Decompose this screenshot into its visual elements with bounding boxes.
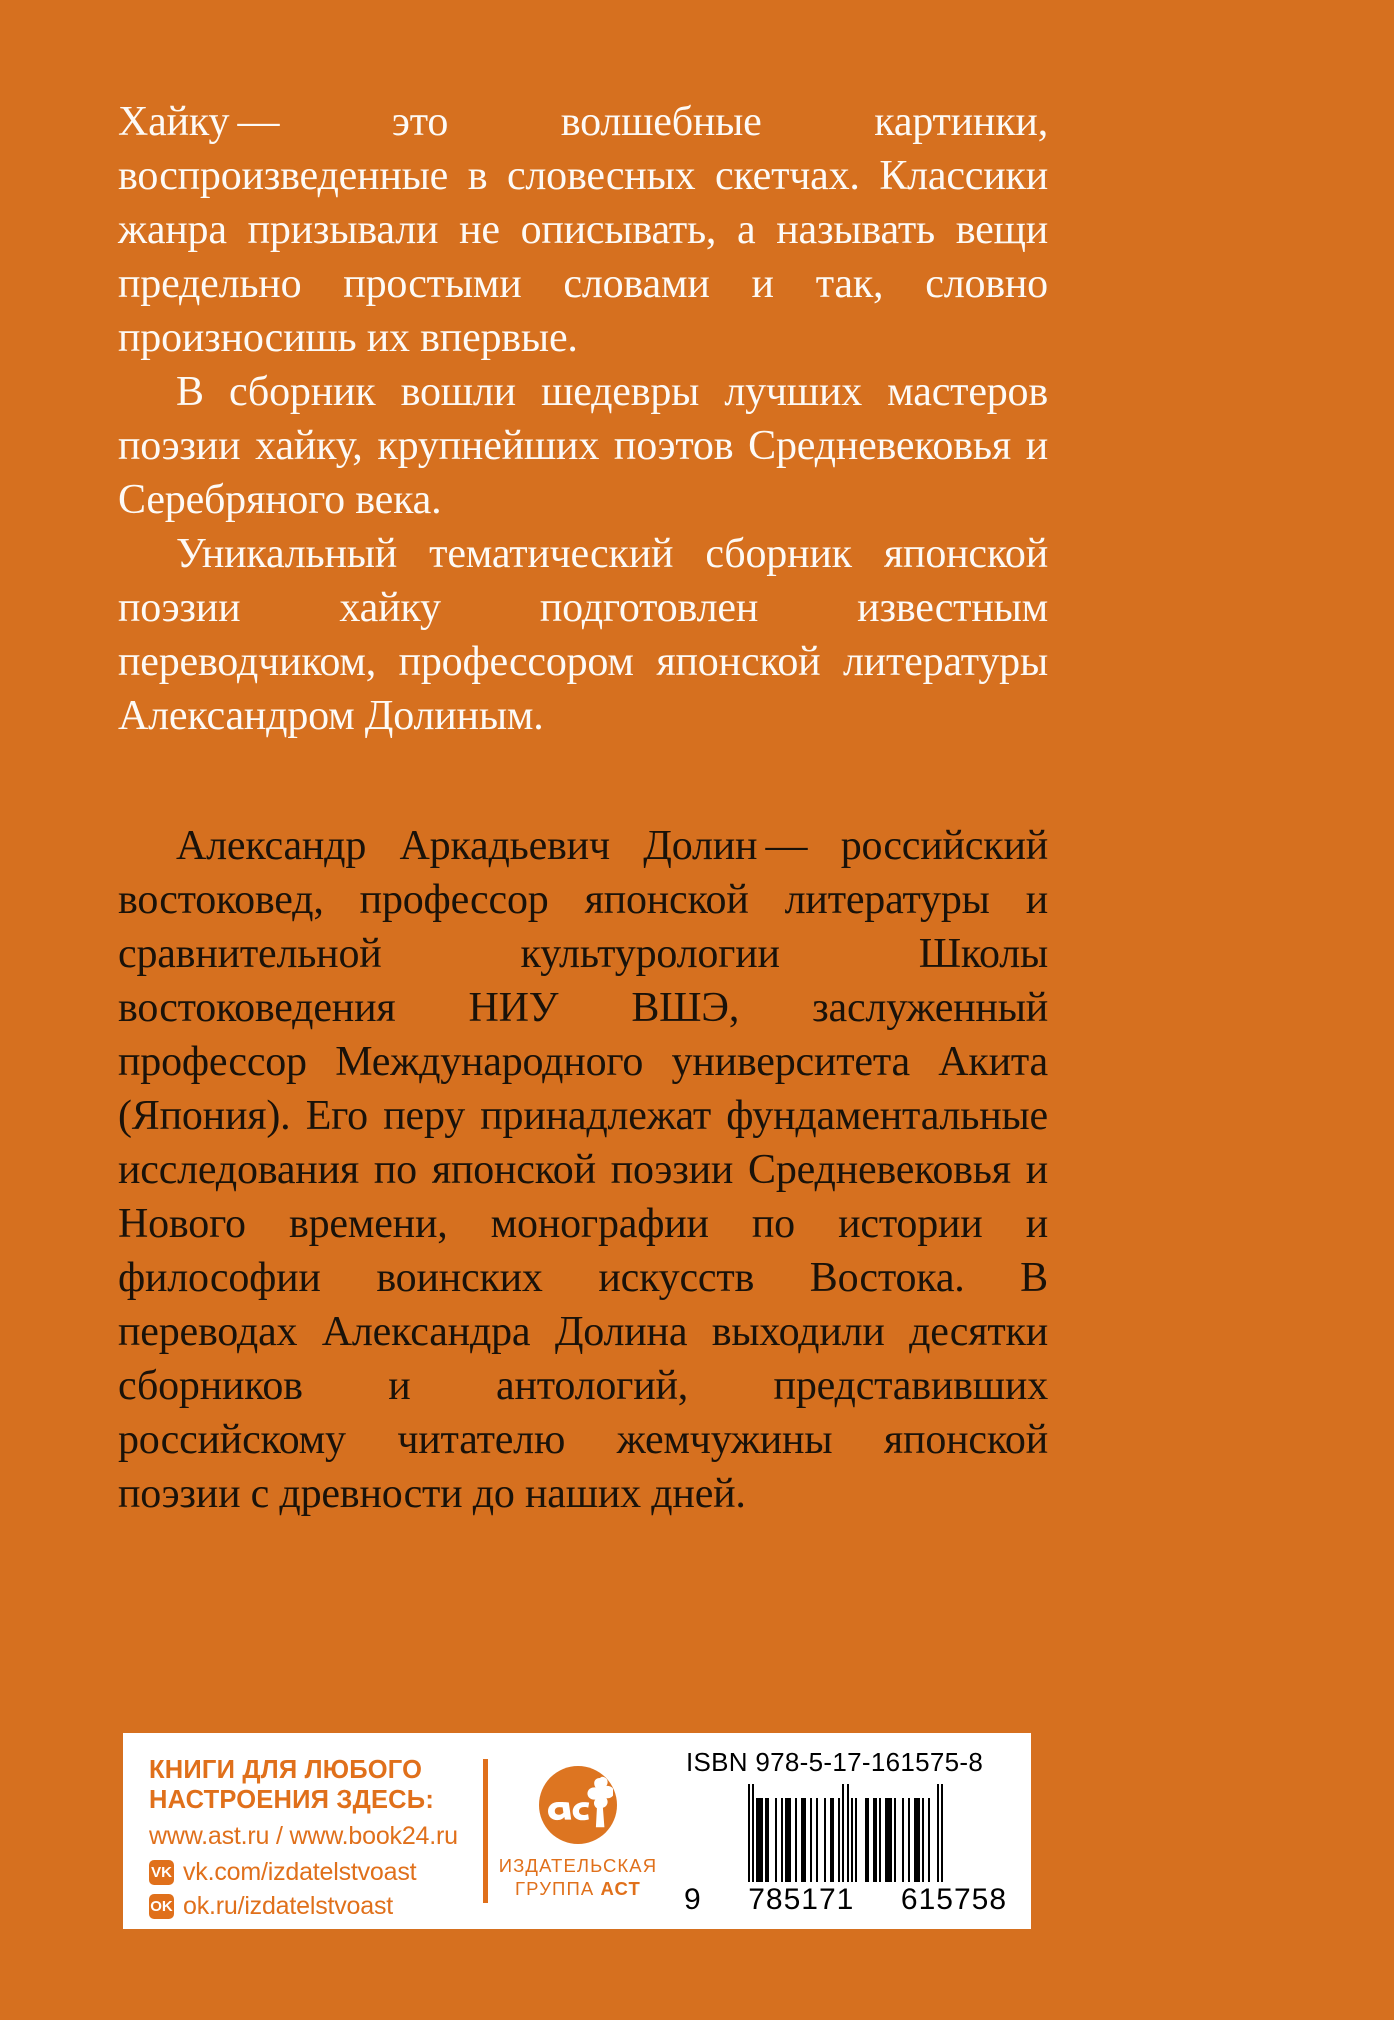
social-link-vk[interactable] (149, 1858, 483, 1887)
author-bio-section (118, 820, 1048, 1522)
barcode-digit-group-mid: 785171 (748, 1883, 855, 1916)
ok-icon: OK (149, 1894, 174, 1919)
isbn-barcode (748, 1784, 942, 1882)
promo-headline-line1: КНИГИ ДЛЯ ЛЮБОГО (149, 1755, 423, 1784)
vk-icon: VK (149, 1860, 174, 1885)
social-link-ok[interactable] (149, 1892, 483, 1921)
isbn-barcode-digits (680, 1883, 1011, 1917)
promo-headline-line2: НАСТРОЕНИЯ ЗДЕСЬ: (149, 1786, 435, 1814)
publisher-name-brand: АСТ (600, 1878, 641, 1899)
publisher-name-line2 (499, 1877, 657, 1900)
barcode-digit-group-right: 615758 (900, 1883, 1007, 1916)
social-link-ok-label: ok.ru/izdatelstvoast (183, 1892, 393, 1921)
blurb-paragraph-2: В сборник вошли шедевры лучших мастеров поэзии хайку, крупнейших поэтов Средневековья и Серебряного века. (118, 368, 1048, 523)
blurb-section (118, 96, 1048, 744)
promo-websites[interactable]: www.ast.ru / www.book24.ru (149, 1822, 458, 1851)
publisher-logo-block (488, 1733, 668, 1929)
isbn-block (668, 1733, 1031, 1929)
social-link-vk-label: vk.com/izdatelstvoast (183, 1858, 417, 1887)
author-bio-paragraph: Александр Аркадьевич Долин — российский востоковед, профессор японской литературы и сравнительной культурологии Школы востоковедения НИУ ВШЭ, заслуженный профессор Международного университета Акита (Япония). Его перу принадлежат фундаментальные исследования по японской поэзии Средневековья и Нового времени, монографии по истории и философии воинских искусств Востока. В переводах Александра Долина выходили десятки сборников и антологий, представивших российскому читателю жемчужины японской поэзии с древности до наших дней. (118, 823, 1048, 1517)
ast-logo-icon (539, 1766, 617, 1844)
publisher-footer-panel (123, 1733, 1031, 1929)
promo-headline (149, 1755, 483, 1815)
isbn-label: ISBN 978-5-17-161575-8 (686, 1747, 984, 1777)
barcode-digit-group-left: 9 (684, 1883, 702, 1916)
publisher-name-line2-prefix: ГРУППА (515, 1878, 601, 1899)
promo-block (123, 1733, 483, 1929)
blurb-paragraph-3: Уникальный тематический сборник японской поэзии хайку подготовлен известным переводчиком, профессором японской литературы Александром Долиным. (118, 530, 1048, 739)
publisher-name-line1: ИЗДАТЕЛЬСКАЯ (498, 1854, 658, 1876)
publisher-name (499, 1854, 657, 1900)
blurb-paragraph-1: Хайку — это волшебные картинки, воспроизведенные в словесных скетчах. Классики жанра призывали не описывать, а называть вещи предельно простыми словами и так, словно произносишь их впервые. (118, 99, 1048, 361)
